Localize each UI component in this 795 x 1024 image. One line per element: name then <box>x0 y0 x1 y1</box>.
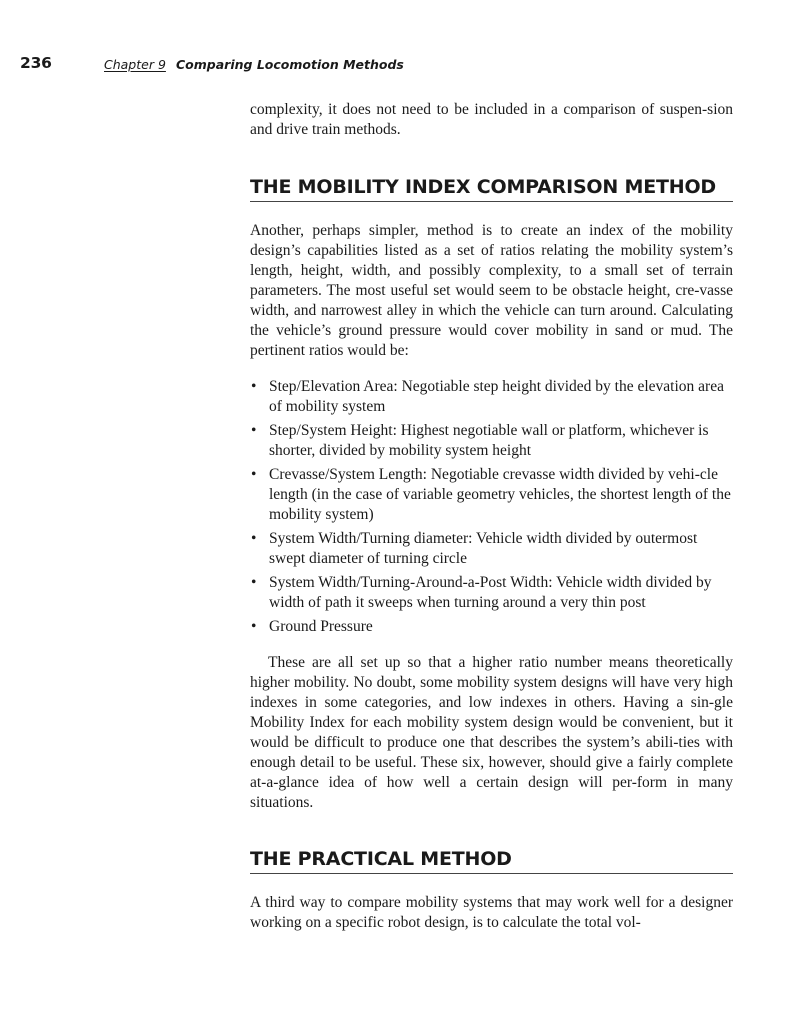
body-paragraph: These are all set up so that a higher ratio number means theoretically higher mobility. No doubt, some mobility system designs will have very high indexes in some categories, and low indexes in others. Having a sin-gle Mobility Index for each mobility system design would be convenient, but it would be difficult to produce one that describes the system’s abili-ties with enough detail to be useful. These six, however, should give a fairly complete at-a-glance idea of how well a certain design will per-form in many situations. <box>250 654 733 811</box>
bullet-icon: • <box>251 574 257 591</box>
chapter-title: Comparing Locomotion Methods <box>176 57 404 72</box>
list-item <box>250 465 733 525</box>
bullet-icon: • <box>251 618 257 635</box>
list-item <box>250 421 733 461</box>
list-item <box>250 573 733 613</box>
list-item-text: System Width/Turning-Around-a-Post Width: Vehicle width divided by width of path it sweeps when turning around a very thin post <box>269 574 712 611</box>
list-item-text: Crevasse/System Length: Negotiable crevasse width divided by vehi-cle length (in the case of variable geometry vehicles, the shortest length of the mobility system) <box>269 466 731 523</box>
section-heading: THE MOBILITY INDEX COMPARISON METHOD <box>250 175 733 202</box>
bullet-icon: • <box>251 422 257 439</box>
body-paragraph: Another, perhaps simpler, method is to create an index of the mobility design’s capabilities listed as a set of ratios relating the mobility system’s length, height, width, and possibly complexity, to a small set of terrain parameters. The most useful set would seem to be obstacle height, cre-vasse width, and narrowest alley in which the vehicle can turn around. Calculating the vehicle’s ground pressure would cover mobility in sand or mud. The pertinent ratios would be: <box>250 222 733 359</box>
bullet-icon: • <box>251 378 257 395</box>
intro-block <box>250 100 733 140</box>
list-item-text: Step/System Height: Highest negotiable wall or platform, whichever is shorter, divided by mobility system height <box>269 422 709 459</box>
body-paragraph: A third way to compare mobility systems that may work well for a designer working on a specific robot design, is to calculate the total vol- <box>250 894 733 931</box>
list-item-text: Ground Pressure <box>269 618 373 635</box>
section-heading: THE PRACTICAL METHOD <box>250 847 733 874</box>
intro-paragraph: complexity, it does not need to be included in a comparison of suspen-sion and drive train methods. <box>250 101 733 138</box>
section-mobility-index <box>250 175 733 813</box>
bullet-icon: • <box>251 530 257 547</box>
section-practical-method <box>250 847 733 933</box>
list-item <box>250 377 733 417</box>
running-header <box>20 54 760 76</box>
bullet-icon: • <box>251 466 257 483</box>
list-item-text: Step/Elevation Area: Negotiable step height divided by the elevation area of mobility system <box>269 378 724 415</box>
page-number: 236 <box>20 54 52 72</box>
list-item <box>250 617 733 637</box>
chapter-label: Chapter 9 <box>104 57 166 72</box>
list-item-text: System Width/Turning diameter: Vehicle width divided by outermost swept diameter of turning circle <box>269 530 698 567</box>
list-item <box>250 529 733 569</box>
ratio-list <box>250 377 733 637</box>
